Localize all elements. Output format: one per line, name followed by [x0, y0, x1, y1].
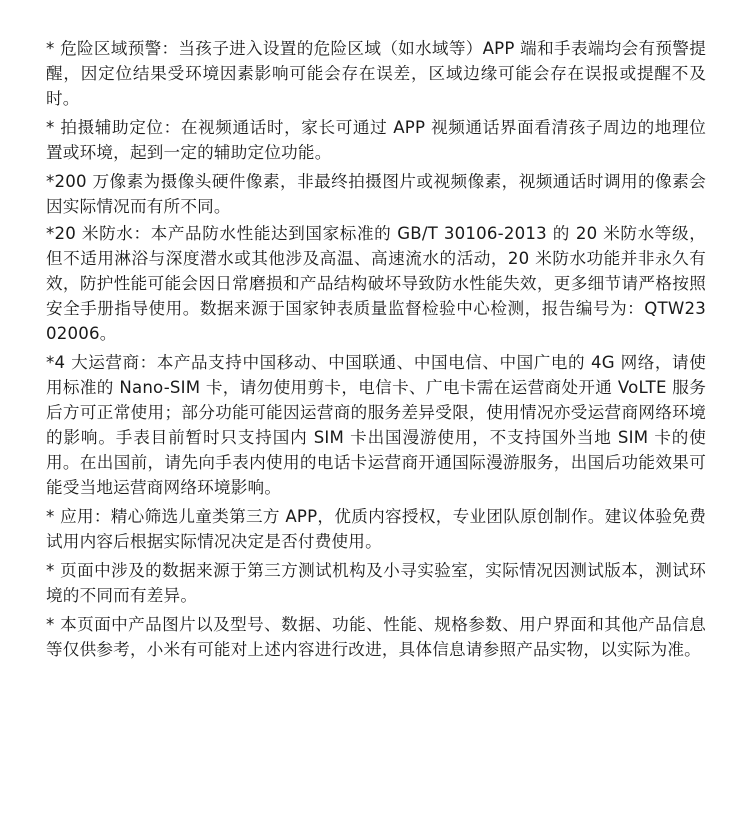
note-carriers: *4 大运营商：本产品支持中国移动、中国联通、中国电信、中国广电的 4G 网络，请使用标准的 Nano-SIM 卡，请勿使用剪卡，电信卡、广电卡需在运营商处开通 VoLTE 服务后方可正常使用；部分功能可能因运营商的服务差异受限，使用情况亦受运营商网络环境的影响。手表目前暂时只支持国内 SIM 卡出国漫游使用，不支持国外当地 SIM 卡的使用。在出国前，请先向手表内使用的电话卡运营商开通国际漫游服务，出国后功能效果可能受当地运营商网络环境影响。: [46, 353, 706, 497]
note-camera-pixels: *200 万像素为摄像头硬件像素，非最终拍摄图片或视频像素，视频通话时调用的像素会因实际情况而有所不同。: [46, 172, 706, 216]
note-danger-zone-alert: * 危险区域预警：当孩子进入设置的危险区域（如水域等）APP 端和手表端均会有预警提醒，因定位结果受环境因素影响可能会存在误差，区域边缘可能会存在误报或提醒不及时。: [46, 39, 706, 108]
note-waterproof: *20 米防水：本产品防水性能达到国家标准的 GB/T 30106-2013 的 20 米防水等级，但不适用淋浴与深度潜水或其他涉及高温、高速流水的活动，20 米防水功能并非永久有效，防护性能可能会因日常磨损和产品结构破坏导致防水性能失效，更多细节请严格按照安全手册指导使用。数据来源于国家钟表质量监督检验中心检测，报告编号为：QTW2302006。: [46, 224, 706, 343]
disclaimer-notes: [46, 36, 706, 662]
note-apps: * 应用：精心筛选儿童类第三方 APP，优质内容授权，专业团队原创制作。建议体验免费试用内容后根据实际情况决定是否付费使用。: [46, 507, 706, 551]
note-data-source: * 页面中涉及的数据来源于第三方测试机构及小寻实验室，实际情况因测试版本，测试环境的不同而有差异。: [46, 561, 706, 605]
note-product-info: * 本页面中产品图片以及型号、数据、功能、性能、规格参数、用户界面和其他产品信息等仅供参考，小米有可能对上述内容进行改进，具体信息请参照产品实物，以实际为准。: [46, 615, 706, 659]
note-photo-assisted-location: * 拍摄辅助定位：在视频通话时，家长可通过 APP 视频通话界面看清孩子周边的地理位置或环境，起到一定的辅助定位功能。: [46, 118, 706, 162]
